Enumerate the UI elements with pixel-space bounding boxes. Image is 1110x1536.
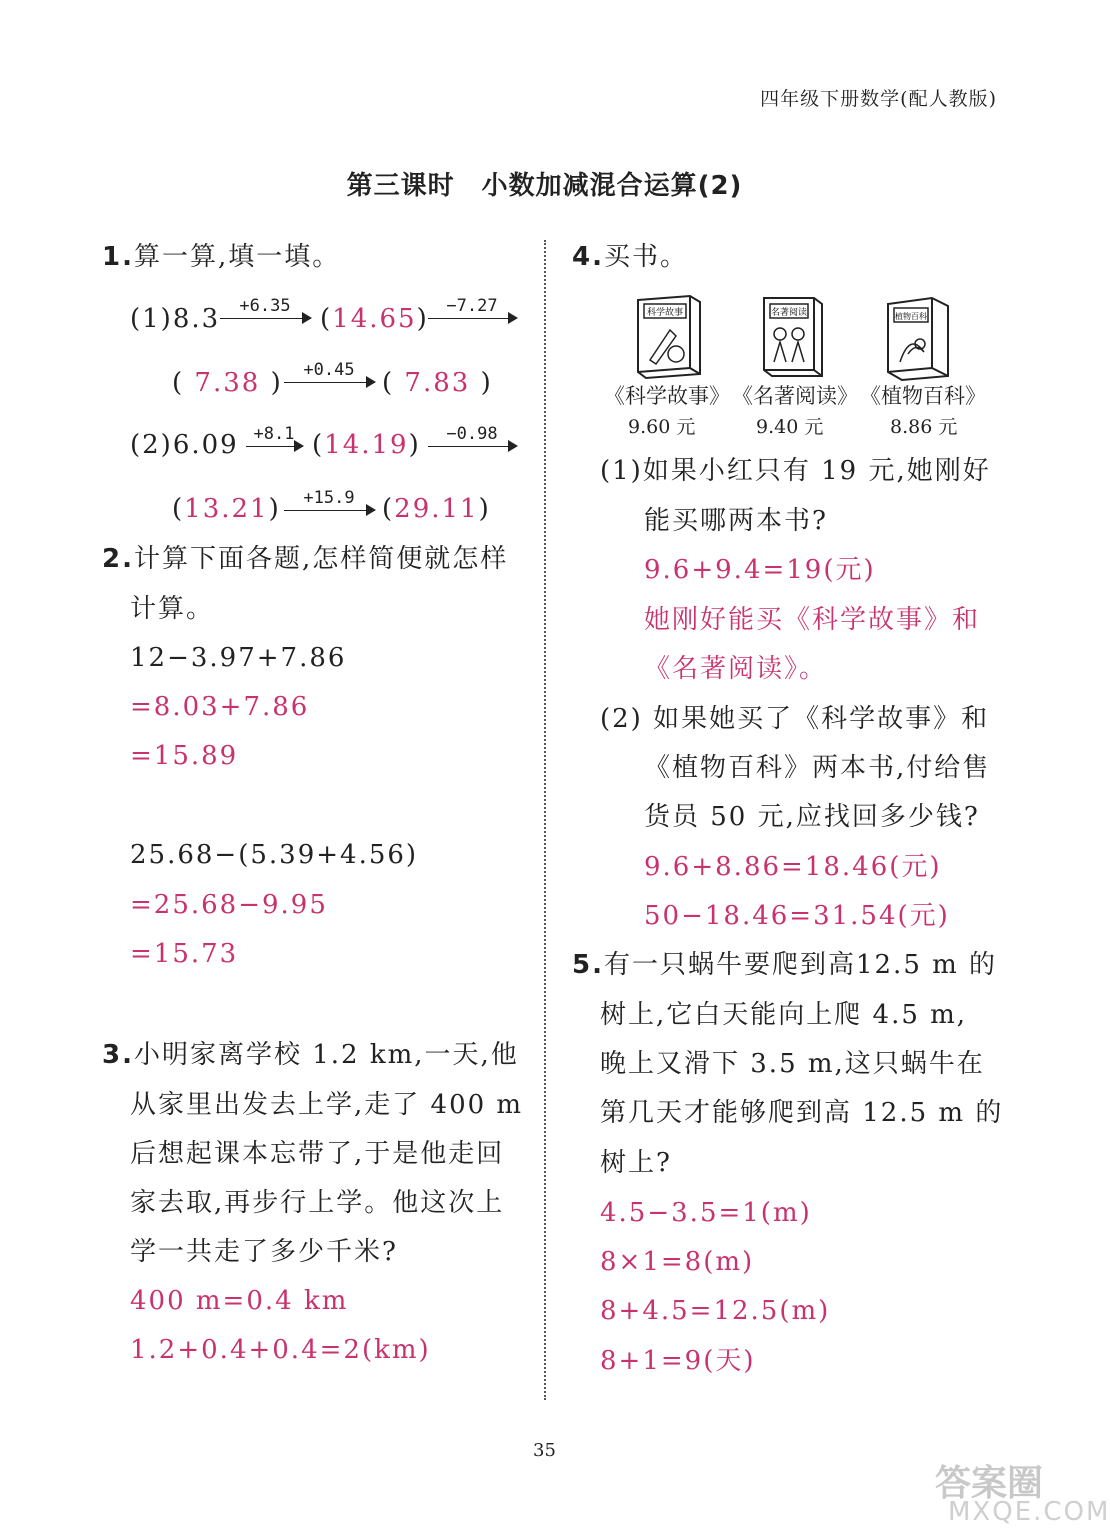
q4-sub2-line2: 《植物百科》两本书,付给售 xyxy=(644,753,991,783)
book-cover-title-3: 植物百科 xyxy=(895,312,927,321)
book-plant-encyclopedia xyxy=(880,292,956,386)
q1-p2-op2: −0.98 xyxy=(446,424,498,444)
question-5 xyxy=(572,940,997,990)
q5-line5: 树上? xyxy=(600,1148,672,1178)
q1-p1-r1: 14.65 xyxy=(332,304,417,334)
q1-p2-blank1: (14.19) xyxy=(312,430,421,460)
q1-p1-blank2: ( 7.38 ) xyxy=(172,368,283,398)
q4-number: 4. xyxy=(572,242,604,272)
q2-expr1-step1: =8.03+7.86 xyxy=(130,692,310,722)
q1-p1-blank3: ( 7.83 ) xyxy=(382,368,493,398)
arrow-right-icon xyxy=(508,312,518,324)
q2-expr2-step1: =25.68−9.95 xyxy=(130,890,328,920)
question-4 xyxy=(572,232,688,282)
watermark-logo: 答案圈 xyxy=(935,1463,1044,1504)
q4-sub2-answer2: 50−18.46=31.54(元) xyxy=(644,901,950,931)
q2-number: 2. xyxy=(102,544,134,574)
q5-line4: 第几天才能够爬到高 12.5 m 的 xyxy=(600,1098,1004,1128)
q3-line3: 后想起课本忘带了,于是他走回 xyxy=(130,1139,505,1169)
book-price-3: 8.86 元 xyxy=(890,416,958,438)
book-name-3: 《植物百科》 xyxy=(860,384,986,408)
q2-line1: 计算下面各题,怎样简便就怎样 xyxy=(133,544,509,574)
q4-sub1-line1: (1)如果小红只有 19 元,她刚好 xyxy=(600,456,991,486)
q1-p1-blank1: (14.65) xyxy=(320,304,429,334)
q5-number: 5. xyxy=(572,950,604,980)
q1-p2-start: (2)6.09 xyxy=(130,430,239,460)
q4-sub1-answer1: 9.6+9.4=19(元) xyxy=(644,555,876,585)
page-number: 35 xyxy=(533,1440,556,1461)
q2-expr2: 25.68−(5.39+4.56) xyxy=(130,840,419,870)
book-price-2: 9.40 元 xyxy=(756,416,824,438)
q1-p1-op3: +0.45 xyxy=(303,360,355,380)
q5-answer3: 8+4.5=12.5(m) xyxy=(600,1296,831,1326)
q1-p1-op1: +6.35 xyxy=(239,296,291,316)
q3-line4: 家去取,再步行上学。他这次上 xyxy=(130,1188,505,1218)
book-plant-icon xyxy=(880,292,956,382)
q5-line3: 晚上又滑下 3.5 m,这只蜗牛在 xyxy=(600,1049,985,1079)
q3-line5: 学一共走了多少千米? xyxy=(130,1237,398,1267)
book-price-1: 9.60 元 xyxy=(628,416,696,438)
book-classics-icon xyxy=(758,290,828,380)
q1-number: 1. xyxy=(102,242,134,272)
book-cover-title-2: 名著阅读 xyxy=(770,308,808,318)
q1-text: 算一算,填一填。 xyxy=(133,242,341,272)
q5-line1: 有一只蜗牛要爬到高12.5 m 的 xyxy=(603,950,998,980)
arrow-right-icon xyxy=(294,440,304,452)
q2-line2: 计算。 xyxy=(130,594,215,624)
q3-answer2: 1.2+0.4+0.4=2(km) xyxy=(130,1335,431,1365)
question-1 xyxy=(102,232,340,282)
book-cover-title-1: 科学故事 xyxy=(646,308,684,318)
book-science-story xyxy=(630,290,708,384)
q2-expr1-step2: =15.89 xyxy=(130,741,239,771)
q3-line2: 从家里出发去上学,走了 400 m xyxy=(130,1090,524,1120)
question-3 xyxy=(102,1030,519,1080)
book-science-icon xyxy=(630,290,708,380)
watermark-site: MXQE.COM xyxy=(948,1497,1110,1527)
arrow-right-icon xyxy=(366,376,376,388)
q1-p1-op2: −7.27 xyxy=(446,296,498,316)
q2-expr2-step2: =15.73 xyxy=(130,939,239,969)
q1-p1-r3: 7.83 xyxy=(404,368,471,398)
column-divider xyxy=(544,240,546,1400)
q4-sub2-answer1: 9.6+8.86=18.46(元) xyxy=(644,852,942,882)
q1-p1-r2: 7.38 xyxy=(194,368,261,398)
q1-p2-op1: +8.1 xyxy=(253,424,295,444)
q3-line1: 小明家离学校 1.2 km,一天,他 xyxy=(133,1040,519,1070)
book-name-2: 《名著阅读》 xyxy=(732,384,858,408)
q2-expr1: 12−3.97+7.86 xyxy=(130,643,347,673)
q3-number: 3. xyxy=(102,1040,134,1070)
q4-sub1-answer3: 《名著阅读》。 xyxy=(644,654,828,684)
q3-answer1: 400 m=0.4 km xyxy=(130,1286,349,1316)
book-classics-reading xyxy=(758,290,828,384)
page-header: 四年级下册数学(配人教版) xyxy=(760,88,997,110)
q1-p2-r2: 13.21 xyxy=(184,494,269,524)
arrow-right-icon xyxy=(366,504,376,516)
q4-sub2-line1: (2) 如果她买了《科学故事》和 xyxy=(600,704,990,734)
arrow-right-icon xyxy=(302,312,312,324)
q5-line2: 树上,它白天能向上爬 4.5 m, xyxy=(600,1000,968,1030)
question-2 xyxy=(102,534,508,584)
q1-p2-blank2: (13.21) xyxy=(172,494,281,524)
q1-p2-r3: 29.11 xyxy=(394,494,479,524)
q5-answer2: 8×1=8(m) xyxy=(600,1247,755,1277)
q1-p2-r1: 14.19 xyxy=(324,430,409,460)
arrow-right-icon xyxy=(508,440,518,452)
q1-p2-blank3: (29.11) xyxy=(382,494,491,524)
q4-sub1-line2: 能买哪两本书? xyxy=(644,506,828,536)
q5-answer1: 4.5−3.5=1(m) xyxy=(600,1198,812,1228)
q4-sub2-line3: 货员 50 元,应找回多少钱? xyxy=(644,802,980,832)
q4-sub1-answer2: 她刚好能买《科学故事》和 xyxy=(644,605,981,635)
q4-text: 买书。 xyxy=(603,242,688,272)
book-name-1: 《科学故事》 xyxy=(604,384,730,408)
lesson-title: 第三课时 小数加减混合运算(2) xyxy=(346,171,743,201)
q5-answer4: 8+1=9(天) xyxy=(600,1346,756,1376)
q1-p2-op3: +15.9 xyxy=(303,488,355,508)
q1-p1-start: (1)8.3 xyxy=(130,304,221,334)
